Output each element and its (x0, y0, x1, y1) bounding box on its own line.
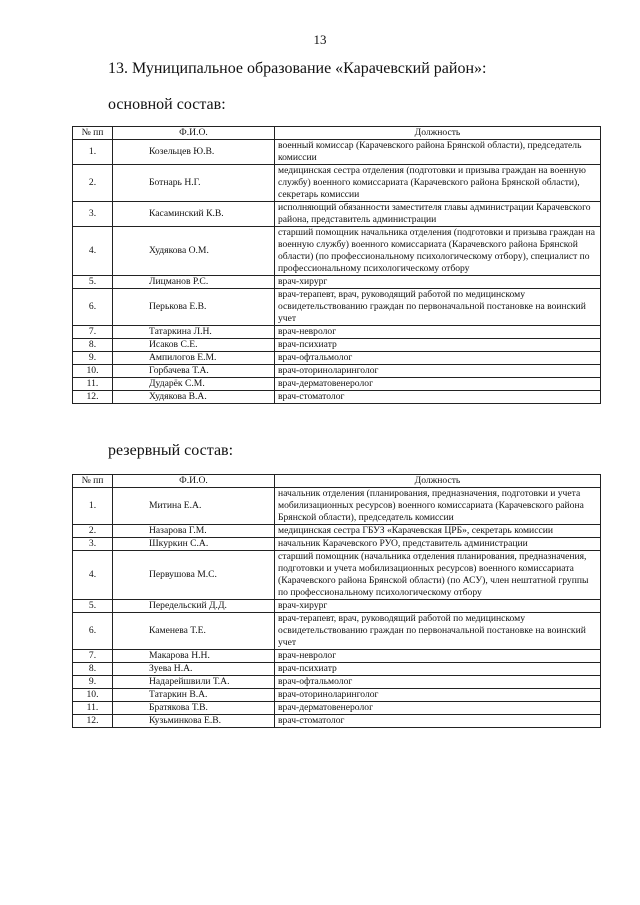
row-position: врач-офтальмолог (275, 676, 601, 689)
row-number: 1. (73, 140, 113, 165)
row-number: 3. (73, 538, 113, 551)
row-position: врач-стоматолог (275, 391, 601, 404)
row-number: 2. (73, 165, 113, 202)
table-row (73, 365, 601, 378)
table-row (73, 391, 601, 404)
row-name: Перькова Е.В. (113, 289, 275, 326)
row-name: Надарейшвили Т.А. (113, 676, 275, 689)
table-row (73, 525, 601, 538)
row-name: Братякова Т.В. (113, 702, 275, 715)
row-name: Первушова М.С. (113, 551, 275, 600)
row-number: 3. (73, 202, 113, 227)
row-number: 8. (73, 663, 113, 676)
table-row (73, 227, 601, 276)
reserve-composition-label: резервный состав: (108, 442, 234, 459)
table-row (73, 613, 601, 650)
row-position: начальник Карачевского РУО, представитель администрации (275, 538, 601, 551)
row-position: врач-терапевт, врач, руководящий работой по медицинскому освидетельствованию граждан по первоначальной постановке на воинский учет (275, 289, 601, 326)
header-number: № пп (73, 475, 113, 488)
row-position: врач-дерматовенеролог (275, 702, 601, 715)
row-name: Татаркина Л.Н. (113, 326, 275, 339)
row-name: Митина Е.А. (113, 488, 275, 525)
row-name: Зуева Н.А. (113, 663, 275, 676)
table-row (73, 289, 601, 326)
row-name: Горбачева Т.А. (113, 365, 275, 378)
table-row (73, 538, 601, 551)
row-number: 4. (73, 551, 113, 600)
section-heading: 13. Муниципальное образование «Карачевский район»: (108, 60, 487, 77)
row-name: Передельский Д.Д. (113, 600, 275, 613)
row-name: Худякова В.А. (113, 391, 275, 404)
row-position: врач-невролог (275, 326, 601, 339)
row-position: военный комиссар (Карачевского района Брянской области), председатель комиссии (275, 140, 601, 165)
row-name: Дударёк С.М. (113, 378, 275, 391)
table-row (73, 140, 601, 165)
row-number: 9. (73, 352, 113, 365)
row-number: 1. (73, 488, 113, 525)
row-number: 10. (73, 365, 113, 378)
row-name: Каменева Т.Е. (113, 613, 275, 650)
table-row (73, 339, 601, 352)
row-position: старший помощник начальника отделения (подготовки и призыва граждан на военную службу) военного комиссариата (Карачевского района Брянской области) (по профессиональному психологическому отбору), специалист по профессиональному психологическому отбору (275, 227, 601, 276)
header-position: Должность (275, 127, 601, 140)
row-position: врач-психиатр (275, 663, 601, 676)
row-position: врач-хирург (275, 600, 601, 613)
row-number: 2. (73, 525, 113, 538)
page-number: 13 (313, 32, 327, 47)
header-position: Должность (275, 475, 601, 488)
row-name: Ботнарь Н.Г. (113, 165, 275, 202)
table-row (73, 326, 601, 339)
table-row (73, 663, 601, 676)
row-position: врач-оториноларинголог (275, 689, 601, 702)
header-name: Ф.И.О. (113, 475, 275, 488)
row-position: начальник отделения (планирования, предназначения, подготовки и учета мобилизационных ресурсов) военного комиссариата (Карачевского района Брянской области), председатель комиссии (275, 488, 601, 525)
main-composition-label: основной состав: (108, 96, 226, 113)
row-number: 5. (73, 276, 113, 289)
table-row (73, 689, 601, 702)
table-row (73, 488, 601, 525)
row-position: врач-стоматолог (275, 715, 601, 728)
table-header-row (73, 127, 601, 140)
row-number: 4. (73, 227, 113, 276)
header-number: № пп (73, 127, 113, 140)
row-number: 11. (73, 702, 113, 715)
row-position: врач-терапевт, врач, руководящий работой по медицинскому освидетельствованию граждан по первоначальной постановке на воинский учет (275, 613, 601, 650)
row-position: врач-оториноларинголог (275, 365, 601, 378)
row-name: Татаркин В.А. (113, 689, 275, 702)
row-number: 9. (73, 676, 113, 689)
main-composition-table (72, 126, 601, 404)
row-number: 12. (73, 715, 113, 728)
row-number: 7. (73, 326, 113, 339)
row-position: медицинская сестра отделения (подготовки и призыва граждан на военную службу) военного комиссариата (Карачевского района Брянской области), секретарь комиссии (275, 165, 601, 202)
row-position: врач-хирург (275, 276, 601, 289)
table-row (73, 202, 601, 227)
table-row (73, 551, 601, 600)
table-row (73, 276, 601, 289)
table-header-row (73, 475, 601, 488)
row-number: 7. (73, 650, 113, 663)
row-position: старший помощник (начальника отделения планирования, предназначения, подготовки и учета мобилизационных ресурсов) военного комиссариата (Карачевского района Брянской области) (по АСУ), член нештатной группы по профессиональному психологическому отбору (275, 551, 601, 600)
row-number: 5. (73, 600, 113, 613)
row-name: Макарова Н.Н. (113, 650, 275, 663)
row-name: Козельцев Ю.В. (113, 140, 275, 165)
table-row (73, 676, 601, 689)
row-name: Худякова О.М. (113, 227, 275, 276)
table-row (73, 600, 601, 613)
table-row (73, 715, 601, 728)
reserve-composition-table (72, 474, 601, 728)
row-name: Исаков С.Е. (113, 339, 275, 352)
row-name: Шкуркин С.А. (113, 538, 275, 551)
table-row (73, 702, 601, 715)
table-row (73, 650, 601, 663)
row-number: 12. (73, 391, 113, 404)
row-position: врач-невролог (275, 650, 601, 663)
row-name: Кузьминкова Е.В. (113, 715, 275, 728)
row-position: врач-офтальмолог (275, 352, 601, 365)
table-row (73, 352, 601, 365)
row-position: врач-психиатр (275, 339, 601, 352)
table-row (73, 378, 601, 391)
table-row (73, 165, 601, 202)
row-name: Касаминский К.В. (113, 202, 275, 227)
row-position: врач-дерматовенеролог (275, 378, 601, 391)
row-number: 10. (73, 689, 113, 702)
row-position: исполняющий обязанности заместителя главы администрации Карачевского района, представитель администрации (275, 202, 601, 227)
header-name: Ф.И.О. (113, 127, 275, 140)
row-position: медицинская сестра ГБУЗ «Карачевская ЦРБ», секретарь комиссии (275, 525, 601, 538)
row-number: 11. (73, 378, 113, 391)
row-name: Назарова Г.М. (113, 525, 275, 538)
row-number: 6. (73, 613, 113, 650)
row-number: 8. (73, 339, 113, 352)
row-name: Ампилогов Е.М. (113, 352, 275, 365)
row-number: 6. (73, 289, 113, 326)
row-name: Лицманов Р.С. (113, 276, 275, 289)
